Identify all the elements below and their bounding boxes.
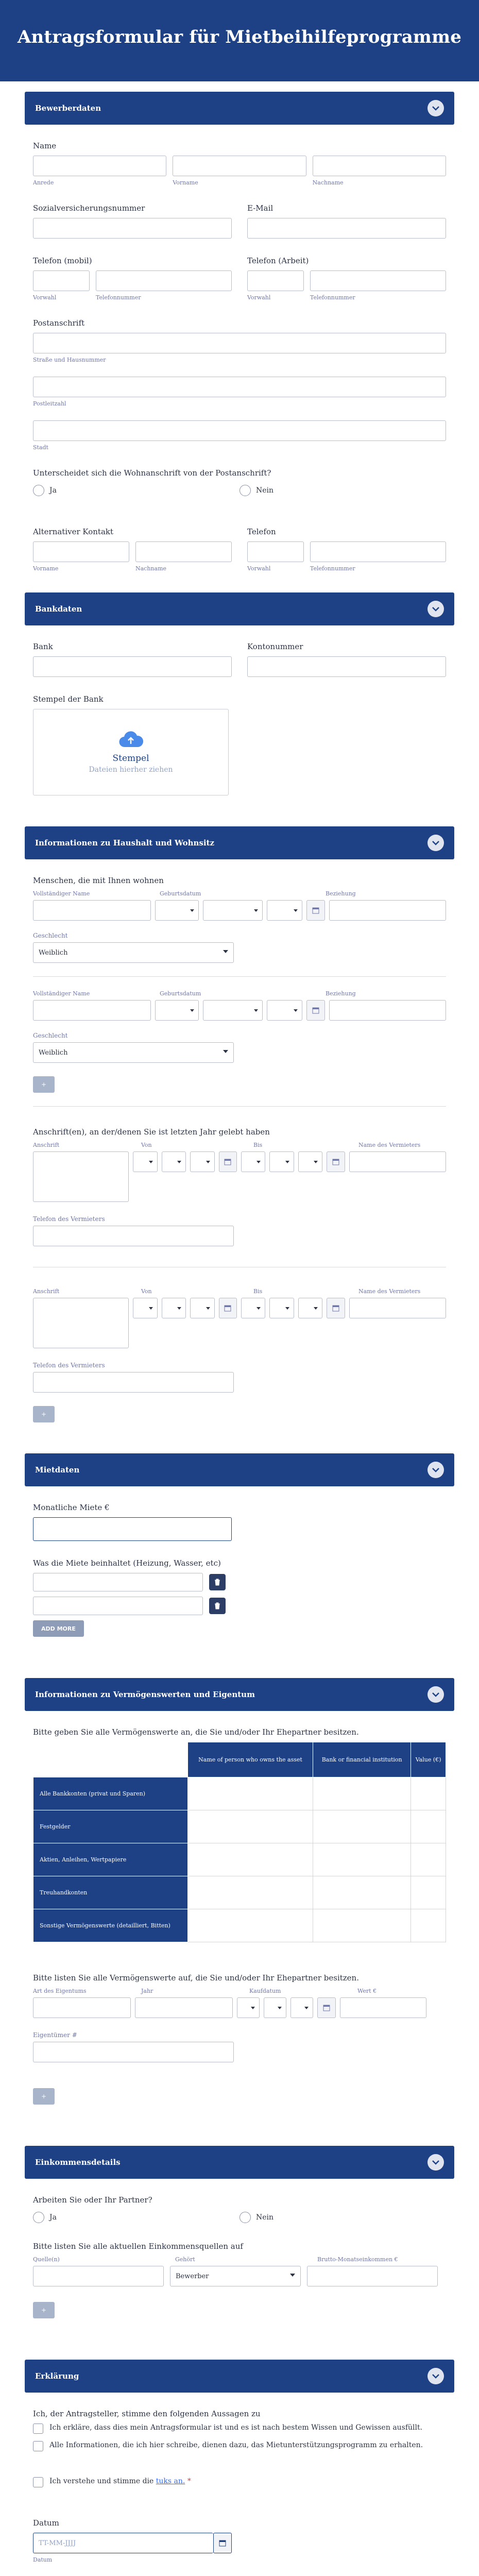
section-title: Informationen zu Haushalt und Wohnsitz — [35, 838, 214, 848]
matrix-row-header: Aktien, Anleihen, Wertpapiere — [33, 1843, 188, 1876]
col-label: Von — [141, 1142, 152, 1148]
col-label: Vollständiger Name — [33, 890, 90, 897]
to-month-select[interactable] — [269, 1151, 294, 1172]
mobile-area-code-input[interactable] — [33, 270, 90, 291]
sub-label: Anrede — [33, 179, 54, 186]
gender-value: Weiblich — [39, 1048, 68, 1057]
addresses-question: Anschrift(en), an der/denen Sie ist letzten Jahr gelebt haben — [33, 1127, 270, 1137]
phone-work-label: Telefon (Arbeit) — [247, 256, 309, 265]
address-label: Postanschrift — [33, 318, 85, 328]
sub-label: Postleitzahl — [33, 400, 66, 407]
zip-input[interactable] — [33, 377, 446, 397]
alt-last-name-input[interactable] — [135, 541, 232, 562]
matrix-row-header: Alle Bankkonten (privat und Sparen) — [33, 1777, 188, 1810]
chevron-down-icon[interactable] — [427, 2368, 444, 2384]
section-title: Bankdaten — [35, 604, 82, 614]
col-label: Kaufdatum — [249, 1988, 281, 1994]
matrix-col-header: Bank or financial institution — [313, 1742, 411, 1777]
address-textarea[interactable] — [33, 1151, 129, 1202]
person-entry-2 — [33, 990, 446, 1093]
section-header-applicant[interactable] — [25, 92, 454, 125]
to-day-select[interactable] — [241, 1298, 265, 1318]
col-label: Jahr — [141, 1988, 153, 1994]
relation-input[interactable] — [329, 1000, 447, 1021]
radio-circle[interactable] — [239, 2212, 251, 2223]
matrix-cell[interactable] — [188, 1843, 313, 1876]
chevron-down-icon[interactable] — [427, 601, 444, 617]
matrix-cell[interactable] — [188, 1810, 313, 1843]
terms-text: Ich verstehe und stimme die — [49, 2477, 154, 2485]
section-header-declaration[interactable] — [25, 2360, 454, 2393]
sub-label: Telefonnummer — [96, 294, 141, 301]
bank-row — [33, 642, 446, 677]
declaration-intro: Ich, der Antragsteller, stimme den folgenden Aussagen zu — [33, 2409, 261, 2418]
matrix-cell[interactable] — [411, 1909, 446, 1942]
date-input[interactable] — [33, 2533, 213, 2553]
terms-check[interactable] — [33, 2477, 446, 2487]
purchase-month-select[interactable] — [264, 1997, 286, 2018]
property-value-input[interactable] — [340, 1997, 426, 2018]
rent-section — [33, 1486, 446, 1657]
landlord-phone-label: Telefon des Vermieters — [33, 1362, 105, 1369]
matrix-cell[interactable] — [411, 1843, 446, 1876]
form-card — [0, 81, 479, 2576]
landlord-phone-input[interactable] — [33, 1372, 234, 1393]
radio-no[interactable] — [239, 2212, 446, 2223]
rent-include-input[interactable] — [33, 1597, 203, 1615]
email-input[interactable] — [247, 218, 446, 239]
terms-link[interactable]: tuks an. — [156, 2477, 185, 2485]
add-more-button[interactable]: ADD MORE — [33, 1620, 84, 1637]
matrix-cell[interactable] — [411, 1777, 446, 1810]
col-label: Von — [141, 1288, 152, 1295]
date-placeholder: TT-MM-JJJJ — [39, 2539, 76, 2547]
section-title: Einkommensdetails — [35, 2158, 121, 2167]
household-section — [33, 859, 446, 1443]
chevron-down-icon — [177, 1161, 181, 1163]
alt-area-code-input[interactable] — [247, 541, 304, 562]
sub-label: Telefonnummer — [310, 294, 355, 301]
purchase-day-select[interactable] — [237, 1997, 260, 2018]
different-address-field — [33, 468, 446, 496]
radio-circle[interactable] — [33, 485, 44, 496]
add-address-button[interactable]: + — [33, 1406, 55, 1422]
from-year-select[interactable] — [190, 1298, 214, 1318]
stamp-upload[interactable] — [33, 709, 229, 795]
property-type-input[interactable] — [33, 1997, 131, 2018]
account-input[interactable] — [247, 656, 446, 677]
chevron-down-icon — [304, 2007, 309, 2009]
gross-income-input[interactable] — [307, 2266, 438, 2286]
radio-yes[interactable] — [33, 485, 239, 496]
to-year-select[interactable] — [298, 1151, 322, 1172]
phone-mobile-label: Telefon (mobil) — [33, 256, 92, 265]
chevron-down-icon — [190, 909, 194, 912]
declaration-section — [33, 2393, 446, 2576]
bank-input[interactable] — [33, 656, 232, 677]
chevron-down-icon — [290, 2274, 295, 2277]
from-day-select[interactable] — [133, 1151, 157, 1172]
salutation-input[interactable] — [33, 156, 166, 176]
matrix-col-header: Value (€) — [411, 1742, 446, 1777]
chevron-down-icon — [177, 1307, 181, 1310]
sub-label: Nachname — [135, 565, 167, 572]
gender-select[interactable] — [33, 942, 234, 963]
declaration-check-1[interactable] — [33, 2424, 446, 2434]
chevron-down-icon[interactable] — [427, 2154, 444, 2171]
gender-value: Weiblich — [39, 948, 68, 957]
col-label: Vollständiger Name — [33, 990, 90, 997]
chevron-down-icon[interactable] — [427, 835, 444, 851]
col-label: Name des Vermieters — [358, 1142, 421, 1148]
alt-first-name-input[interactable] — [33, 541, 129, 562]
income-section — [33, 2179, 446, 2339]
assets-section — [33, 1711, 446, 2125]
relation-input[interactable] — [329, 900, 447, 921]
alt-contact-row — [33, 527, 446, 572]
sub-label: Nachname — [312, 179, 344, 186]
address-entry-1 — [33, 1142, 446, 1246]
chevron-down-icon — [254, 1009, 258, 1012]
section-title: Erklärung — [35, 2371, 79, 2381]
sub-label: Telefonnummer — [310, 565, 355, 572]
divider — [33, 1106, 446, 1107]
chevron-down-icon — [223, 1050, 228, 1053]
calendar-icon[interactable] — [317, 1997, 336, 2018]
rent-include-input[interactable] — [33, 1573, 203, 1591]
landlord-input[interactable] — [349, 1151, 446, 1172]
trash-icon[interactable] — [209, 1598, 226, 1614]
income-source-input[interactable] — [33, 2266, 164, 2286]
city-input[interactable] — [33, 420, 446, 441]
sub-label: Vorname — [173, 179, 198, 186]
ssn-input[interactable] — [33, 218, 232, 239]
section-header-rent[interactable] — [25, 1453, 454, 1486]
checkbox[interactable] — [33, 2477, 43, 2487]
chevron-down-icon — [256, 1161, 261, 1163]
calendar-icon[interactable] — [306, 900, 324, 921]
section-title: Informationen zu Vermögenswerten und Eigentum — [35, 1690, 255, 1699]
radio-yes[interactable] — [33, 2212, 239, 2223]
matrix-row-header: Sonstige Vermögenswerte (detailliert, Bitten) — [33, 1909, 188, 1942]
matrix-corner — [33, 1742, 188, 1777]
calendar-icon[interactable] — [306, 1000, 324, 1021]
matrix-cell[interactable] — [313, 1909, 411, 1942]
gender-label: Geschlecht — [33, 1032, 68, 1039]
matrix-cell[interactable] — [411, 1876, 446, 1909]
calendar-icon[interactable] — [327, 1298, 345, 1318]
sub-label: Straße und Hausnummer — [33, 357, 106, 363]
address-textarea[interactable] — [33, 1298, 129, 1348]
matrix-cell[interactable] — [313, 1876, 411, 1909]
address-field — [33, 318, 446, 451]
matrix-cell[interactable] — [188, 1876, 313, 1909]
chevron-down-icon — [149, 1307, 153, 1310]
section-header-income[interactable] — [25, 2146, 454, 2179]
radio-label: Nein — [256, 486, 274, 495]
matrix-cell[interactable] — [188, 1777, 313, 1810]
required-star: * — [187, 2477, 191, 2485]
check-label: Ich erkläre, dass dies mein Antragsformular ist und es ist nach bestem Wissen und Gewissen ausfüllt. — [49, 2424, 423, 2432]
chevron-down-icon — [256, 1307, 261, 1310]
month-select[interactable] — [203, 900, 263, 921]
ssn-email-row — [33, 204, 446, 239]
bank-section — [33, 625, 446, 816]
radio-label: Nein — [256, 2213, 274, 2222]
col-label: Geburtsdatum — [160, 890, 201, 897]
col-label: Beziehung — [326, 890, 356, 897]
landlord-input[interactable] — [349, 1298, 446, 1318]
col-label: Geburtsdatum — [160, 990, 201, 997]
sub-label: Stadt — [33, 444, 48, 451]
phone-row — [33, 256, 446, 301]
first-name-input[interactable] — [173, 156, 306, 176]
chevron-down-icon — [314, 1307, 318, 1310]
owner-label: Eigentümer # — [33, 2031, 77, 2039]
to-month-select[interactable] — [269, 1298, 294, 1318]
sub-label: Vorwahl — [33, 294, 57, 301]
col-label: Name des Vermieters — [358, 1288, 421, 1295]
radio-circle[interactable] — [33, 2212, 44, 2223]
monthly-rent-input[interactable] — [33, 1517, 232, 1541]
col-label: Wert € — [357, 1988, 377, 1994]
alt-contact-label: Alternativer Kontakt — [33, 527, 114, 536]
different-address-question: Unterscheidet sich die Wohnanschrift von der Postanschrift? — [33, 468, 271, 478]
page-title: Antragsformular für Mietbeihilfeprogramme — [17, 27, 462, 47]
matrix-cell[interactable] — [188, 1909, 313, 1942]
sub-label: Vorname — [33, 565, 59, 572]
ssn-label: Sozialversicherungsnummer — [33, 204, 145, 213]
persons-question: Menschen, die mit Ihnen wohnen — [33, 876, 164, 885]
chevron-down-icon — [285, 1161, 289, 1163]
stamp-label: Stempel der Bank — [33, 694, 104, 704]
chevron-down-icon — [285, 1307, 289, 1310]
assets-matrix — [33, 1742, 446, 1942]
person-entry-1 — [33, 890, 446, 963]
alt-number-input[interactable] — [310, 541, 446, 562]
chevron-down-icon — [223, 950, 228, 953]
trash-icon[interactable] — [209, 1574, 226, 1590]
chevron-down-icon — [254, 909, 258, 912]
add-income-button[interactable]: + — [33, 2302, 55, 2318]
checkbox[interactable] — [33, 2441, 43, 2451]
section-title: Mietdaten — [35, 1465, 80, 1475]
declaration-check-2[interactable] — [33, 2441, 446, 2451]
date-label: Datum — [33, 2518, 59, 2528]
chevron-down-icon — [278, 2007, 282, 2009]
property-year-input[interactable] — [135, 1997, 233, 2018]
chevron-down-icon[interactable] — [427, 1462, 444, 1478]
chevron-down-icon — [251, 2007, 255, 2009]
col-label: Quelle(n) — [33, 2256, 60, 2263]
col-label: Beziehung — [326, 990, 356, 997]
full-name-input[interactable] — [33, 1000, 151, 1021]
assets-intro: Bitte geben Sie alle Vermögenswerte an, die Sie und/oder Ihr Ehepartner besitzen. — [33, 1727, 359, 1737]
calendar-icon[interactable] — [219, 1151, 237, 1172]
applicant-section — [33, 125, 446, 592]
email-label: E-Mail — [247, 204, 273, 213]
radio-label: Ja — [49, 2213, 57, 2222]
calendar-icon[interactable] — [327, 1151, 345, 1172]
radio-label: Ja — [49, 486, 57, 495]
radio-no[interactable] — [239, 485, 446, 496]
chevron-down-icon — [206, 1161, 210, 1163]
add-person-button[interactable]: + — [33, 1076, 55, 1093]
cloud-upload-icon — [118, 731, 143, 748]
last-name-input[interactable] — [313, 156, 446, 176]
day-select[interactable] — [155, 1000, 199, 1021]
col-label: Bis — [253, 1142, 263, 1148]
chevron-down-icon — [314, 1161, 318, 1163]
purchase-year-select[interactable] — [290, 1997, 313, 2018]
calendar-icon[interactable] — [213, 2533, 232, 2553]
gender-select[interactable] — [33, 1042, 234, 1063]
to-year-select[interactable] — [298, 1298, 322, 1318]
matrix-cell[interactable] — [411, 1810, 446, 1843]
sub-label: Datum — [33, 2556, 53, 2563]
add-property-button[interactable]: + — [33, 2088, 55, 2105]
day-select[interactable] — [155, 900, 199, 921]
col-label: Brutto-Monatseinkommen € — [317, 2256, 398, 2263]
col-label: Anschrift — [33, 1142, 60, 1148]
name-label: Name — [33, 141, 57, 150]
radio-circle[interactable] — [239, 485, 251, 496]
rent-includes-label: Was die Miete beinhaltet (Heizung, Wasser, etc) — [33, 1558, 221, 1568]
partner-work-question: Arbeiten Sie oder Ihr Partner? — [33, 2195, 152, 2205]
section-header-assets[interactable] — [25, 1678, 454, 1711]
address-entry-2 — [33, 1288, 446, 1422]
divider — [33, 976, 446, 977]
matrix-cell[interactable] — [313, 1843, 411, 1876]
work-number-input[interactable] — [310, 270, 446, 291]
col-label: Art des Eigentums — [33, 1988, 87, 1994]
income-owner-value: Bewerber — [176, 2272, 209, 2280]
chevron-down-icon[interactable] — [427, 1686, 444, 1703]
section-header-bank[interactable] — [25, 592, 454, 625]
sub-label: Vorwahl — [247, 294, 271, 301]
chevron-down-icon[interactable] — [427, 100, 444, 116]
col-label: Anschrift — [33, 1288, 60, 1295]
matrix-row-header: Treuhandkonten — [33, 1876, 188, 1909]
street-input[interactable] — [33, 333, 446, 353]
from-year-select[interactable] — [190, 1151, 214, 1172]
page-header — [0, 0, 479, 81]
landlord-phone-label: Telefon des Vermieters — [33, 1215, 105, 1223]
year-select[interactable] — [267, 1000, 302, 1021]
check-label: Alle Informationen, die ich hier schreibe, dienen dazu, das Mietunterstützungsprogramm zu erhalten. — [49, 2441, 423, 2449]
calendar-icon[interactable] — [219, 1298, 237, 1318]
property-question: Bitte listen Sie alle Vermögenswerte auf, die Sie und/oder Ihr Ehepartner besitzen. — [33, 1973, 359, 1982]
chevron-down-icon — [294, 1009, 298, 1012]
chevron-down-icon — [149, 1161, 153, 1163]
upload-title: Stempel — [112, 753, 149, 764]
chevron-down-icon — [206, 1307, 210, 1310]
chevron-down-icon — [294, 909, 298, 912]
to-day-select[interactable] — [241, 1151, 265, 1172]
from-day-select[interactable] — [133, 1298, 157, 1318]
monthly-rent-label: Monatliche Miete € — [33, 1503, 110, 1512]
owner-input[interactable] — [33, 2042, 234, 2062]
from-month-select[interactable] — [162, 1151, 186, 1172]
section-title: Bewerberdaten — [35, 104, 101, 113]
alt-phone-label: Telefon — [247, 527, 276, 536]
work-area-code-input[interactable] — [247, 270, 304, 291]
matrix-col-header: Name of person who owns the asset — [188, 1742, 313, 1777]
from-month-select[interactable] — [162, 1298, 186, 1318]
matrix-row-header: Festgelder — [33, 1810, 188, 1843]
landlord-phone-input[interactable] — [33, 1226, 234, 1246]
matrix-cell[interactable] — [313, 1777, 411, 1810]
account-label: Kontonummer — [247, 642, 303, 651]
mobile-number-input[interactable] — [96, 270, 232, 291]
chevron-down-icon — [190, 1009, 194, 1012]
year-select[interactable] — [267, 900, 302, 921]
income-owner-select[interactable] — [170, 2266, 301, 2286]
income-sources-question: Bitte listen Sie alle aktuellen Einkommensquellen auf — [33, 2242, 243, 2251]
col-label: Gehört — [175, 2256, 195, 2263]
col-label: Bis — [253, 1288, 263, 1295]
full-name-input[interactable] — [33, 900, 151, 921]
gender-label: Geschlecht — [33, 932, 68, 939]
upload-hint: Dateien hierher ziehen — [89, 766, 173, 774]
bank-label: Bank — [33, 642, 53, 651]
section-header-household[interactable] — [25, 826, 454, 859]
name-field — [33, 141, 446, 186]
sub-label: Vorwahl — [247, 565, 271, 572]
matrix-cell[interactable] — [313, 1810, 411, 1843]
checkbox[interactable] — [33, 2424, 43, 2434]
month-select[interactable] — [203, 1000, 263, 1021]
